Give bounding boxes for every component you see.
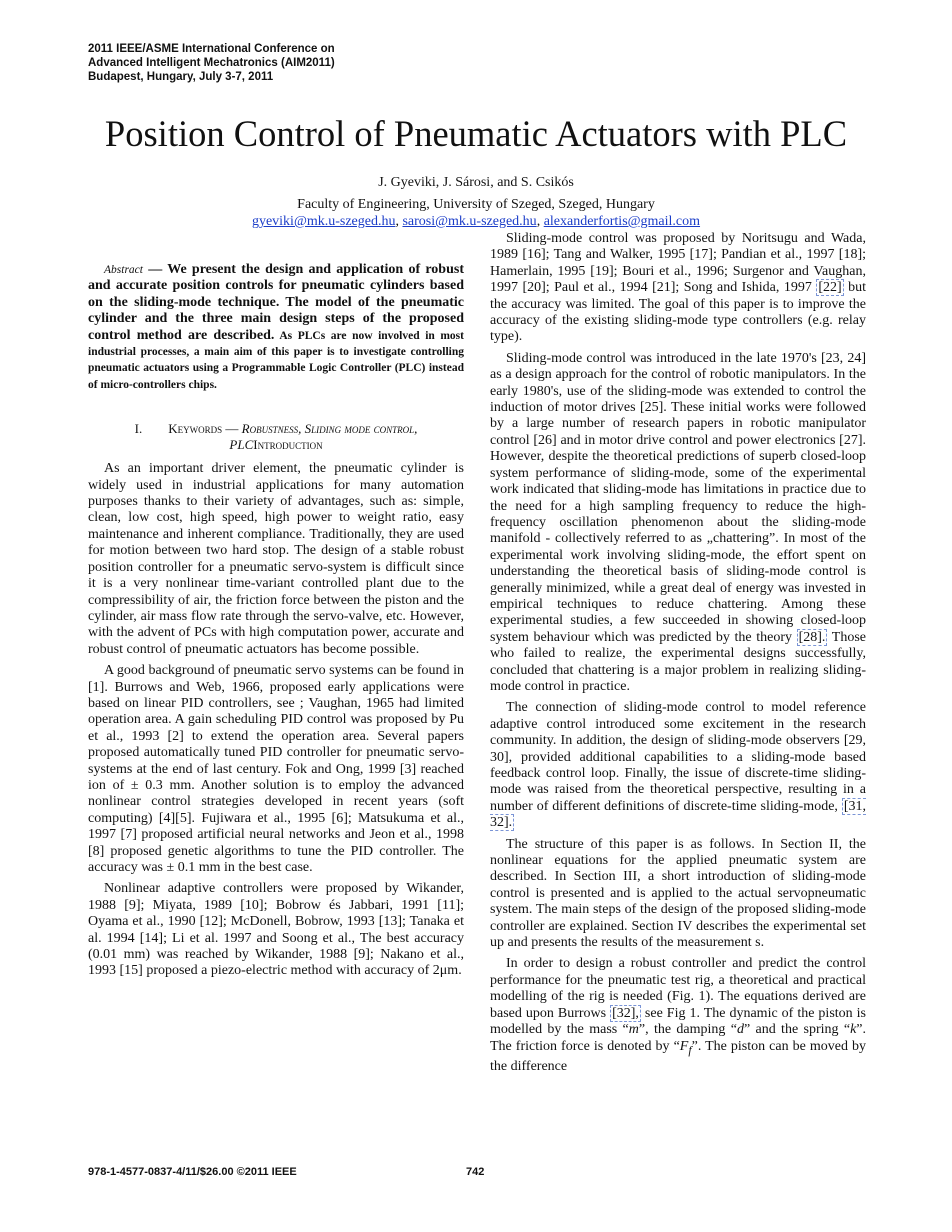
conference-line-3: Budapest, Hungary, July 3-7, 2011 (88, 71, 274, 83)
email-link-3[interactable]: alexanderfortis@gmail.com (543, 214, 701, 229)
intro-paragraph-2: A good background of pneumatic servo systems can be found in [1]. Burrows and Web, 1966, proposed early applications were based on linear PID controllers, see ; Vaughan, 1965 had limited operation area. A gain scheduling PID control was proposed by Pu et al., 1993 [2] to extend the operation area. Several papers proposed automatically tuned PID controller for pneumatic servo-systems at the end of last century. Fok and Ong, 1999 [3] reached ion of ± 0.3 mm. Another solution is to employ the advanced nonlinear control strategies developed in recent years (soft computing) [4][5]. Fujiwara et al., 1995 [6]; Matsukuma et al., 1997 [7] proposed artificial neural networks and Jeon et al., 1998 [8] proposed genetic algorithms to tune the PID controller. The accuracy was ± 0.1 mm in the best case. (88, 663, 464, 875)
symbol-m: m (628, 1022, 639, 1038)
keywords-label: Keywords (168, 421, 223, 437)
right-paragraph-1 (490, 231, 866, 346)
right-paragraph-5 (490, 956, 866, 1075)
keywords-dash: — (222, 421, 242, 437)
symbol-k: k (850, 1022, 857, 1038)
right-p1-text-a: Sliding-mode control was proposed by Noritsugu and Wada, 1989 [16]; Tang and Walker, 1995 [17]; Pandian et al., 1997 [18]; Hamerlain, 1995 [19]; Bouri et al., 1996; Surgenor and Vaughan, 1997 [20]; Paul et al., 1994 [21]; Song and Ishida, 1997 (490, 231, 866, 296)
section-numeral: I. (134, 421, 143, 437)
citation-link-22[interactable]: [22] (818, 280, 842, 296)
symbol-d: d (736, 1022, 744, 1038)
introduction-label: Introduction (253, 437, 323, 453)
right-column (490, 231, 866, 1080)
symbol-f-subscript: f (688, 1043, 692, 1057)
citation-link-32[interactable]: [32], (612, 1005, 639, 1021)
email-separator-1: , (395, 214, 403, 229)
email-separator-2: , (536, 214, 544, 229)
right-p5-text-b: see Fig 1. The dynamic of the piston is modelled by the mass “ (490, 1005, 866, 1038)
symbol-F: F (679, 1038, 689, 1054)
conference-line-1: 2011 IEEE/ASME International Conference on (88, 43, 335, 55)
abstract-label: Abstract (104, 264, 143, 276)
left-column (88, 262, 464, 985)
citation-link-31-32[interactable]: [31, 32]. (490, 798, 866, 831)
right-paragraph-3 (490, 700, 866, 831)
conference-header (88, 42, 335, 84)
abstract (88, 262, 464, 393)
page-number: 742 (466, 1166, 485, 1178)
right-paragraph-2 (490, 351, 866, 696)
affiliation: Faculty of Engineering, University of Szeged, Szeged, Hungary (297, 197, 655, 212)
citation-link-28[interactable]: [28]. (798, 629, 826, 645)
right-p3-text-a: The connection of sliding-mode control to model reference adaptive control introduced some excitement in the research community. In addition, the design of sliding-mode observers [29, 30], provided additional capabilities to a sliding-mode based feedback control loop. Finally, the issue of discrete-time sliding-mode was raised from the theoretical perspective, resulting in a number of different definitions of discrete-time sliding-mode, (490, 700, 866, 814)
authors: J. Gyeviki, J. Sárosi, and S. Csikós (378, 175, 574, 190)
paper-title: Position Control of Pneumatic Actuators with PLC (104, 113, 848, 154)
section-heading-introduction (88, 421, 464, 453)
conference-line-2: Advanced Intelligent Mechatronics (AIM2011) (88, 57, 335, 69)
right-p1-text-b: but the accuracy was limited. The goal of this paper is to improve the accuracy of the existing sliding-mode type controllers (e.g. relay type). (490, 280, 866, 345)
right-p2-text-b: Those who failed to realize, the experimental designs successfully, concluded that chattering is a major problem in realizing sliding-mode control in practice. (490, 629, 866, 694)
right-p5-text-d: ” and the spring “ (743, 1022, 851, 1038)
intro-paragraph-1: As an important driver element, the pneumatic cylinder is widely used in industrial applications for many automation purposes thanks to their variety of advantages, such as: simple, clean, low cost, high speed, high power to weight ratio, easy maintenance and inherent compliance. Traditionally, they are used for motion between two hard stop. The design of a stable robust position controller for a pneumatic servo-system is difficult since it is a very nonlinear time-variant controlled plant due to the compressibility of air, the friction force between the piston and the cylinder, air mass flow rate through the servo-valve, etc. However, with the advent of PCs with high computation power, accurate and robust control of pneumatic actuators has become possible. (88, 461, 464, 657)
right-p5-text-c: ”, the damping “ (638, 1022, 737, 1038)
author-emails (0, 213, 952, 231)
abstract-dash: — (142, 262, 168, 277)
email-link-1[interactable]: gyeviki@mk.u-szeged.hu (251, 214, 396, 229)
abstract-secondary-text: As PLCs are now involved in most industrial processes, a main aim of this paper is to investigate controlling pneumatic actuators using a Programmable Logic Controller (PLC) instead of micro-controllers chips. (88, 329, 464, 391)
email-link-2[interactable]: sarosi@mk.u-szeged.hu (402, 214, 537, 229)
footer-isbn: 978-1-4577-0837-4/11/$26.00 ©2011 IEEE (88, 1166, 297, 1178)
right-p5-text-e: ”. The friction force is denoted by “ (490, 1022, 866, 1054)
right-p5-text-a: In order to design a robust controller and predict the control performance for the pneumatic test rig, a theoretical and practical modelling of the rig is needed (Fig. 1). The equations derived are based upon Burrows (490, 956, 866, 1021)
right-p5-text-f: ”. The piston can be moved by the difference (490, 1038, 867, 1074)
intro-paragraph-3: Nonlinear adaptive controllers were proposed by Wikander, 1988 [9]; Miyata, 1989 [10]; Bobrow és Jabbari, 1991 [11]; Oyama et al., 1990 [12]; McDonell, Bobrow, 1993 [13]; Tanaka et al. 1994 [14]; Li et al. 1997 and Soong et al., The best accuracy (0.01 mm) was reached by Wikander, 1988 [9]; Nakano et al., 1993 [15] proposed a piezo-electric method with accuracy of 2μm. (88, 881, 464, 979)
right-paragraph-4: The structure of this paper is as follows. In Section II, the nonlinear equations for the applied pneumatic system are described. In Section III, a short introduction of sliding-mode control is presented and is applied to the actual servopneumatic system. The main steps of the design of the proposed sliding-mode controller are explained. Section IV describes the experimental set up and presents the results of the measurement s. (490, 836, 866, 951)
keywords-text: Robustness, Sliding mode control, PLC (229, 421, 418, 453)
right-p2-text-a: Sliding-mode control was introduced in the late 1970's [23, 24] as a design approach for the control of robotic manipulators. In the early 1980's, use of the sliding-mode was extended to control the induction of motor drives [25]. These initial works were followed by a large number of research papers in robotic manipulator control [26] and in motor drive control and power electronics [27]. However, despite the theoretical predictions of superb closed-loop system performance of sliding-mode, some of the experimental work indicated that sliding-mode has limitations in practice due to the need for a high sampling frequency to reduce the high-frequency oscillation phenomenon about the sliding-mode manifold - collectively referred to as „chattering”. In most of the experimental work involving sliding-mode, the effort spent on understanding the theoretical basis of sliding-mode control is generally minimized, while a great deal of energy was invested in empirical techniques to reduce chattering. Among these experimental studies, a few succeeded in showing closed-loop system behaviour which was predicted by the theory (490, 350, 866, 645)
abstract-main-text: We present the design and application of robust and accurate position controls for pneumatic cylinders based on the sliding-mode technique. The model of the pneumatic cylinder and the three main design steps of the proposed control method are described. (88, 262, 464, 343)
